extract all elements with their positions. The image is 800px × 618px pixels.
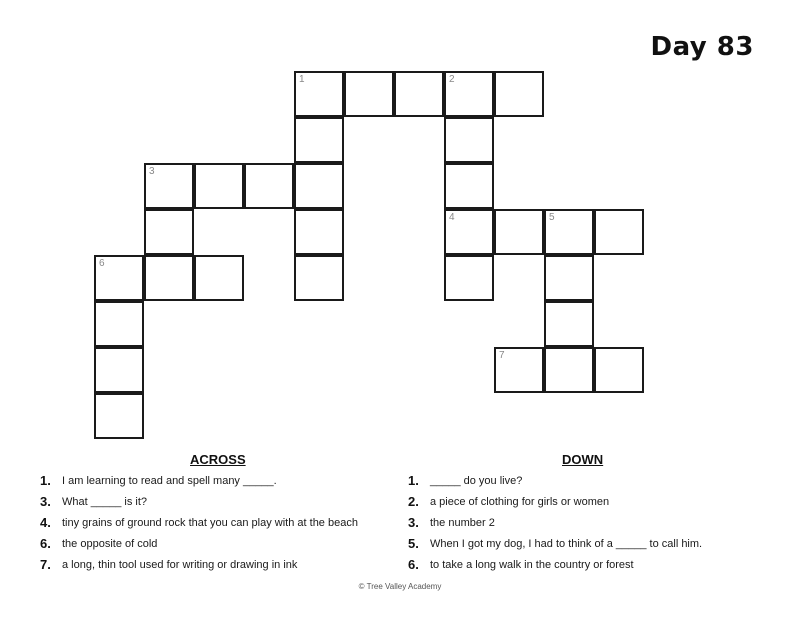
- clue-num: 4.: [40, 515, 51, 530]
- grid-cell[interactable]: [444, 255, 494, 301]
- clue-text: When I got my dog, I had to think of a _____ to call him.: [430, 537, 703, 550]
- grid-cell[interactable]: [394, 71, 444, 117]
- clue-num: 7.: [40, 557, 51, 572]
- across-clue: [40, 512, 358, 533]
- grid-cell[interactable]: [94, 347, 144, 393]
- across-clue: [40, 470, 358, 491]
- grid-cell[interactable]: [444, 163, 494, 209]
- grid-cell[interactable]: [294, 163, 344, 209]
- grid-cell[interactable]: [294, 117, 344, 163]
- clue-num: 3.: [40, 494, 51, 509]
- across-heading: ACROSS: [190, 452, 246, 467]
- grid-cell[interactable]: [444, 209, 494, 255]
- clue-number: 1: [299, 74, 305, 85]
- grid-cell[interactable]: [494, 71, 544, 117]
- down-clues: [408, 470, 702, 575]
- clue-number: 5: [549, 212, 555, 223]
- grid-cell[interactable]: [144, 163, 194, 209]
- clue-text: a long, thin tool used for writing or drawing in ink: [62, 558, 298, 571]
- down-heading: DOWN: [562, 452, 604, 467]
- across-clue: [40, 491, 358, 512]
- grid-cell[interactable]: [494, 347, 544, 393]
- clue-text: the number 2: [430, 516, 495, 529]
- grid-cell[interactable]: [94, 393, 144, 439]
- down-clue: [408, 554, 702, 575]
- grid-cell[interactable]: [494, 209, 544, 255]
- grid-cell[interactable]: [544, 301, 594, 347]
- grid-cell[interactable]: [294, 71, 344, 117]
- clue-num: 6.: [408, 557, 419, 572]
- clue-number: 4: [449, 212, 455, 223]
- grid-cell[interactable]: [594, 347, 644, 393]
- grid-cell[interactable]: [94, 255, 144, 301]
- clue-number: 7: [499, 350, 505, 361]
- grid-cell[interactable]: [94, 301, 144, 347]
- clue-text: What _____ is it?: [62, 495, 147, 508]
- clue-number: 6: [99, 258, 105, 269]
- grid-cell[interactable]: [444, 71, 494, 117]
- clue-text: tiny grains of ground rock that you can play with at the beach: [62, 516, 358, 529]
- grid-cell[interactable]: [294, 209, 344, 255]
- grid-cell[interactable]: [294, 255, 344, 301]
- grid-cell[interactable]: [544, 209, 594, 255]
- down-clue: [408, 470, 702, 491]
- page-title: Day 83: [650, 32, 754, 62]
- clue-num: 1.: [40, 473, 51, 488]
- down-clue: [408, 491, 702, 512]
- grid-cell[interactable]: [194, 255, 244, 301]
- clue-num: 1.: [408, 473, 419, 488]
- clue-number: 3: [149, 166, 155, 177]
- across-clue: [40, 554, 358, 575]
- clue-text: the opposite of cold: [62, 537, 158, 550]
- clue-text: a piece of clothing for girls or women: [430, 495, 610, 508]
- grid-cell[interactable]: [544, 255, 594, 301]
- grid-cell[interactable]: [244, 163, 294, 209]
- clue-num: 5.: [408, 536, 419, 551]
- copyright-footer: © Tree Valley Academy: [358, 582, 442, 591]
- clue-num: 3.: [408, 515, 419, 530]
- grid-cell[interactable]: [344, 71, 394, 117]
- down-clue: [408, 533, 702, 554]
- clue-num: 6.: [40, 536, 51, 551]
- clue-text: to take a long walk in the country or forest: [430, 558, 634, 571]
- clue-text: _____ do you live?: [430, 474, 523, 487]
- grid-cell[interactable]: [544, 347, 594, 393]
- grid-cell[interactable]: [144, 255, 194, 301]
- grid-cell[interactable]: [594, 209, 644, 255]
- across-clues: [40, 470, 358, 575]
- grid-cell[interactable]: [144, 209, 194, 255]
- clue-text: I am learning to read and spell many _____.: [62, 474, 277, 487]
- across-clue: [40, 533, 358, 554]
- down-clue: [408, 512, 702, 533]
- grid-cell[interactable]: [194, 163, 244, 209]
- clue-number: 2: [449, 74, 455, 85]
- grid-cell[interactable]: [444, 117, 494, 163]
- clue-num: 2.: [408, 494, 419, 509]
